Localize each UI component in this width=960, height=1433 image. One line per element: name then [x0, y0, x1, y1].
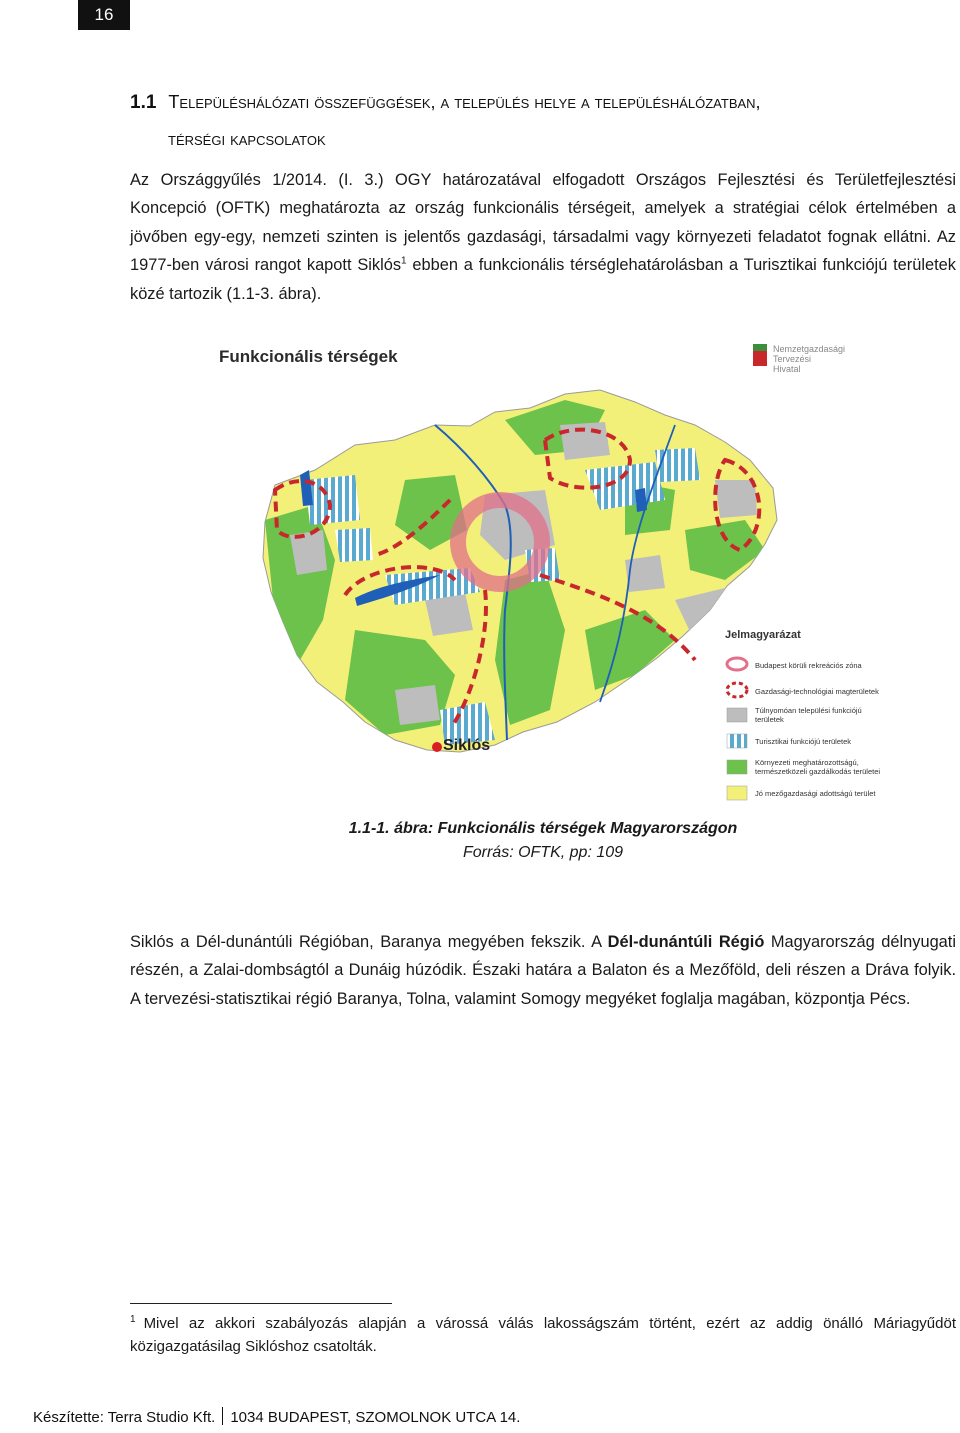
footer-separator	[222, 1407, 223, 1425]
legend-yellow-swatch	[727, 786, 747, 800]
functional-regions-map	[205, 330, 889, 812]
region-paragraph	[130, 928, 956, 1013]
footer-author: Készítette: Terra Studio Kft.	[33, 1409, 216, 1426]
logo-line-2: Tervezési	[773, 354, 812, 364]
legend-item-0: Budapest körüli rekreációs zóna	[755, 661, 862, 670]
intro-text-b: ebben a funkcionális térséglehatárolásban a Turisztikai funkciójú területek közé tartozik (1.1-3. ábra).	[130, 256, 956, 303]
siklos-marker	[432, 742, 442, 752]
heading-line-2: térségi kapcsolatok	[168, 129, 326, 149]
footnote-ref[interactable]: 1	[401, 255, 407, 267]
footnote-text: Mivel az akkori szabályozás alapján a várossá válás lakosságszám történt, ezért az addig önálló Máriagyűdöt közigazgatásilag Siklóshoz csatolták.	[130, 1315, 956, 1355]
legend-item-3: Turisztikai funkciójú területek	[755, 737, 852, 746]
footer-address: 1034 BUDAPEST, SZOMOLNOK UTCA 14.	[230, 1409, 521, 1426]
page-footer	[33, 1406, 933, 1430]
legend-hatch-swatch	[727, 734, 747, 748]
page-number: 16	[78, 0, 130, 30]
map-title: Funkcionális térségek	[219, 347, 398, 366]
caption-source: Forrás: OFTK, pp: 109	[462, 844, 624, 861]
logo-line-3: Hivatal	[773, 364, 801, 374]
legend-green-swatch	[727, 760, 747, 774]
intro-text-a: Az Országgyűlés 1/2014. (I. 3.) OGY határozatával elfogadott Országos Fejlesztési és Területfejlesztési Koncepció (OFTK) meghatározta az ország funkcionális térségeit, amelyek a stratégiai célok értelmében a jövőben egy-egy, nemzeti szinten is jelentős gazdasági, társadalmi vagy környezeti feladatot fognak ellátni. Az 1977-ben városi rangot kapott Siklós	[130, 171, 956, 275]
section-heading	[130, 84, 930, 157]
legend-item-4: Környezeti meghatározottságú, természetközeli gazdálkodás területei	[755, 758, 881, 776]
siklos-label: Siklós	[443, 737, 491, 754]
legend-item-1: Gazdasági-technológiai magterületek	[755, 687, 879, 696]
section-number: 1.1	[130, 92, 157, 113]
legend-item-5: Jó mezőgazdasági adottságú terület	[755, 789, 876, 798]
footnote-number: 1	[130, 1314, 136, 1325]
footnote	[130, 1312, 956, 1358]
lake-tisza	[635, 488, 647, 512]
figure-caption	[130, 817, 956, 865]
region-bold: Dél-dunántúli Régió	[607, 933, 765, 951]
legend-title: Jelmagyarázat	[725, 629, 801, 641]
intro-paragraph	[130, 166, 956, 308]
region-text-b: Magyarország délnyugati részén, a Zalai-dombságtól a Dunáig húzódik. Északi határa a Balaton és a Mezőföld, deli részen a Dráva folyik. A tervezési-statisztikai régió Baranya, Tolna, valamint Somogy megyéket foglalja magában, központja Pécs.	[130, 933, 956, 1008]
legend-item-2: Túlnyomóan települési funkciójú területek	[755, 706, 862, 724]
logo-line-1: Nemzetgazdasági	[773, 344, 846, 354]
heading-line-1: Településhálózati összefüggések, a település helye a településhálózatban,	[168, 92, 761, 112]
legend-gray-swatch	[727, 708, 747, 722]
footnote-divider	[130, 1303, 392, 1304]
caption-title: 1.1-1. ábra: Funkcionális térségek Magyarországon	[348, 820, 738, 837]
region-text-a: Siklós a Dél-dunántúli Régióban, Baranya megyében fekszik. A	[130, 933, 608, 951]
